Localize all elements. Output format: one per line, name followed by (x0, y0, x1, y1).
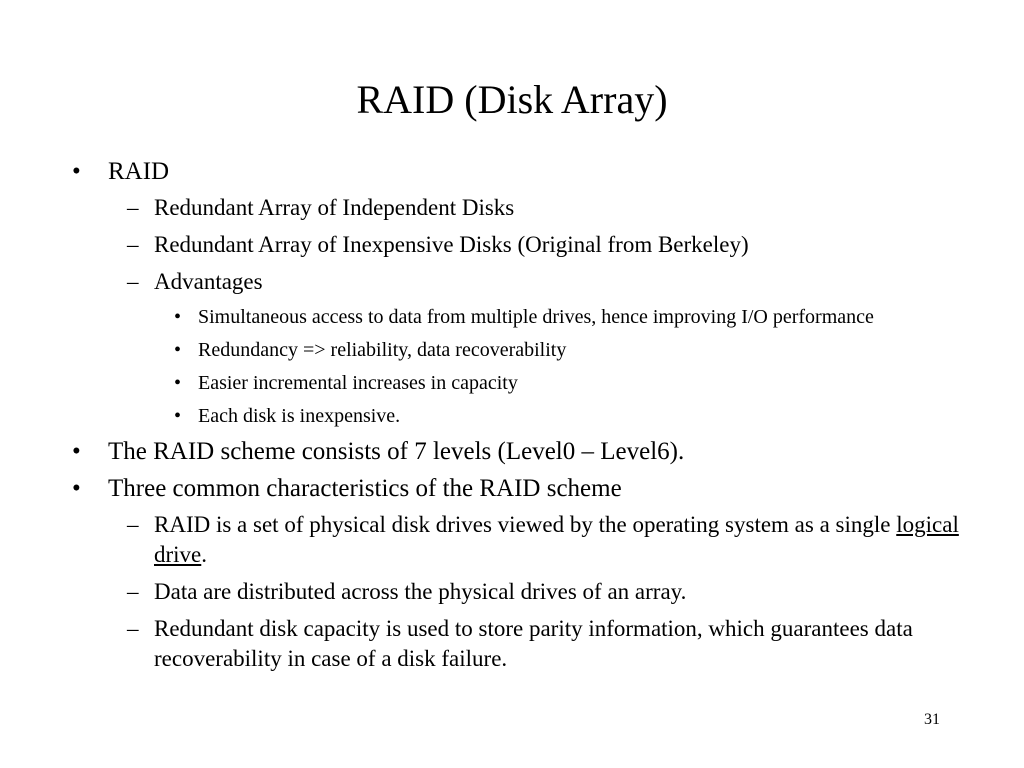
bullet-text: RAID (108, 158, 170, 185)
sub-bullet-independent (72, 193, 982, 223)
advantage-inexpensive (72, 403, 982, 430)
bullet-text: The RAID scheme consists of 7 levels (Level0 – Level6). (108, 438, 685, 465)
sub-bullet-distributed (72, 577, 982, 607)
sub-bullet-text: Redundant Array of Inexpensive Disks (Original from Berkeley) (154, 232, 749, 257)
dash-icon: – (127, 269, 139, 294)
advantage-text: Easier incremental increases in capacity (198, 372, 518, 394)
slide-body (72, 156, 982, 681)
dash-icon: – (127, 232, 139, 257)
dash-icon: – (127, 579, 139, 604)
advantage-simultaneous-access (72, 304, 982, 331)
advantage-redundancy (72, 337, 982, 364)
slide-title: RAID (Disk Array) (356, 77, 668, 122)
sub-bullet-text-pre: RAID is a set of physical disk drives viewed by the operating system as a single (154, 512, 897, 537)
logical-drive-link[interactable]: logical drive (154, 512, 959, 567)
dash-icon: – (127, 616, 139, 641)
dash-icon: – (127, 512, 139, 537)
bullet-icon: • (174, 372, 182, 394)
bullet-icon: • (174, 339, 182, 361)
dash-icon: – (127, 195, 139, 220)
bullet-icon: • (72, 475, 81, 502)
page-number: 31 (924, 711, 940, 728)
sub-bullet-text: Advantages (154, 269, 263, 294)
sub-bullet-logical-drive (72, 510, 982, 570)
bullet-raid-levels (72, 436, 982, 468)
bullet-icon: • (72, 438, 81, 465)
advantage-text: Redundancy => reliability, data recoverability (198, 339, 567, 361)
sub-bullet-parity (72, 614, 982, 674)
sub-bullet-inexpensive (72, 230, 982, 260)
advantage-text: Simultaneous access to data from multiple drives, hence improving I/O performance (198, 306, 874, 328)
bullet-icon: • (72, 158, 81, 185)
bullet-icon: • (174, 405, 182, 427)
sub-bullet-text-post: . (201, 542, 208, 567)
sub-bullet-advantages (72, 267, 982, 297)
sub-bullet-text: Data are distributed across the physical drives of an array. (154, 579, 687, 604)
bullet-text: Three common characteristics of the RAID scheme (108, 475, 622, 502)
bullet-raid (72, 156, 982, 188)
advantage-capacity (72, 370, 982, 397)
bullet-icon: • (174, 306, 182, 328)
bullet-characteristics (72, 473, 982, 505)
advantage-text: Each disk is inexpensive. (198, 405, 401, 427)
sub-bullet-text: Redundant disk capacity is used to store parity information, which guarantees data recoverability in case of a disk failure. (154, 616, 913, 671)
sub-bullet-text: Redundant Array of Independent Disks (154, 195, 515, 220)
